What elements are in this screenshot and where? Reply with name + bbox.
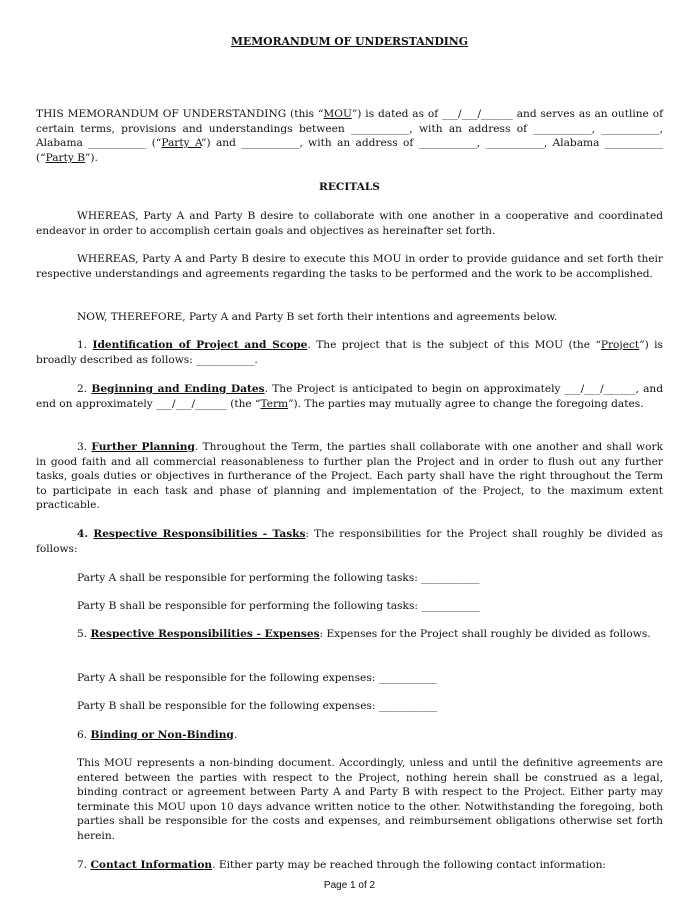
section-6: 6. Binding or Non-Binding. <box>77 729 238 741</box>
section-7: 7. Contact Information. Either party may be reached through the following contact information: <box>77 859 607 871</box>
section-7-heading: Contact Information <box>90 859 213 871</box>
party-b-term: Party B <box>45 151 85 164</box>
section-5-heading: Respective Responsibilities - Expenses <box>90 628 320 640</box>
whereas-paragraph-2: WHEREAS, Party A and Party B desire to execute this MOU in order to provide guidance and set forth their respective understandings and agreements regarding the tasks to be performed and the work to be accomplished. <box>36 253 663 280</box>
mou-term: MOU <box>323 108 352 120</box>
section-1: 1. Identification of Project and Scope. The project that is the subject of this MOU (the “Project”) is broadly described as follows: ___________. <box>36 339 663 366</box>
section-4-party-a: Party A shall be responsible for performing the following tasks: ___________ <box>77 572 480 584</box>
section-5: 5. Respective Responsibilities - Expenses: Expenses for the Project shall roughly be divided as follows. <box>77 628 651 640</box>
section-3: 3. Further Planning. Throughout the Term, the parties shall collaborate with one another and shall work in good faith and all commercial reasonableness to further plan the Project and in order to flush out any further tasks, goals duties or objectives in furtherance of the Project. Each party shall have the right throughout the Term to participate in each task and phase of planning and implementation of the Project, to the maximum extent practicable. <box>36 441 663 512</box>
section-6-heading: Binding or Non-Binding <box>90 729 234 741</box>
term-term: Term <box>260 397 289 410</box>
section-5-party-a: Party A shall be responsible for the following expenses: ___________ <box>77 672 437 684</box>
section-3-heading: Further Planning <box>91 441 195 453</box>
section-4: 4. Respective Responsibilities - Tasks: The responsibilities for the Project shall roughly be divided as follows: <box>36 528 663 555</box>
page-number: Page 1 of 2 <box>323 880 376 891</box>
recitals-heading: RECITALS <box>319 181 380 193</box>
whereas-paragraph-1: WHEREAS, Party A and Party B desire to collaborate with one another in a cooperative and coordinated endeavor in order to accomplish certain goals and objectives as hereinafter set forth. <box>36 210 663 237</box>
project-term: Project <box>600 339 640 351</box>
section-2: 2. Beginning and Ending Dates. The Project is anticipated to begin on approximately ___/___/______, and end on approximately ___/___/______ (the “Term”). The parties may mutually agree to change the foregoing dates. <box>36 383 663 410</box>
document-title: MEMORANDUM OF UNDERSTANDING <box>231 35 468 48</box>
now-therefore-paragraph: NOW, THEREFORE, Party A and Party B set forth their intentions and agreements below. <box>77 311 558 323</box>
section-6-body: This MOU represents a non-binding document. Accordingly, unless and until the definitive agreements are entered between the parties with respect to the Project, nothing herein shall be construed as a legal, binding contract or agreement between Party A and Party B with respect to the Project. Either party may terminate this MOU upon 10 days advance written notice to the other. Notwithstanding the foregoing, both parties shall be responsible for the costs and expenses, and reimbursement obligations otherwise set forth herein. <box>77 757 663 842</box>
section-4-heading: Respective Responsibilities - Tasks <box>93 528 306 540</box>
party-a-term: Party A <box>161 137 202 150</box>
section-5-party-b: Party B shall be responsible for the following expenses: ___________ <box>77 700 438 712</box>
section-1-heading: Identification of Project and Scope <box>92 339 308 351</box>
section-2-heading: Beginning and Ending Dates <box>91 383 265 395</box>
section-4-party-b: Party B shall be responsible for performing the following tasks: ___________ <box>77 600 480 612</box>
intro-paragraph: THIS MEMORANDUM OF UNDERSTANDING (this “MOU”) is dated as of ___/___/______ and serves as an outline of certain terms, provisions and understandings between ___________, with an address of ___________, ___________, Alabama ___________ (“Party A”) and ___________, with an address of ___________, ___________, Alabama ___________ (“Party B”). <box>36 108 663 164</box>
